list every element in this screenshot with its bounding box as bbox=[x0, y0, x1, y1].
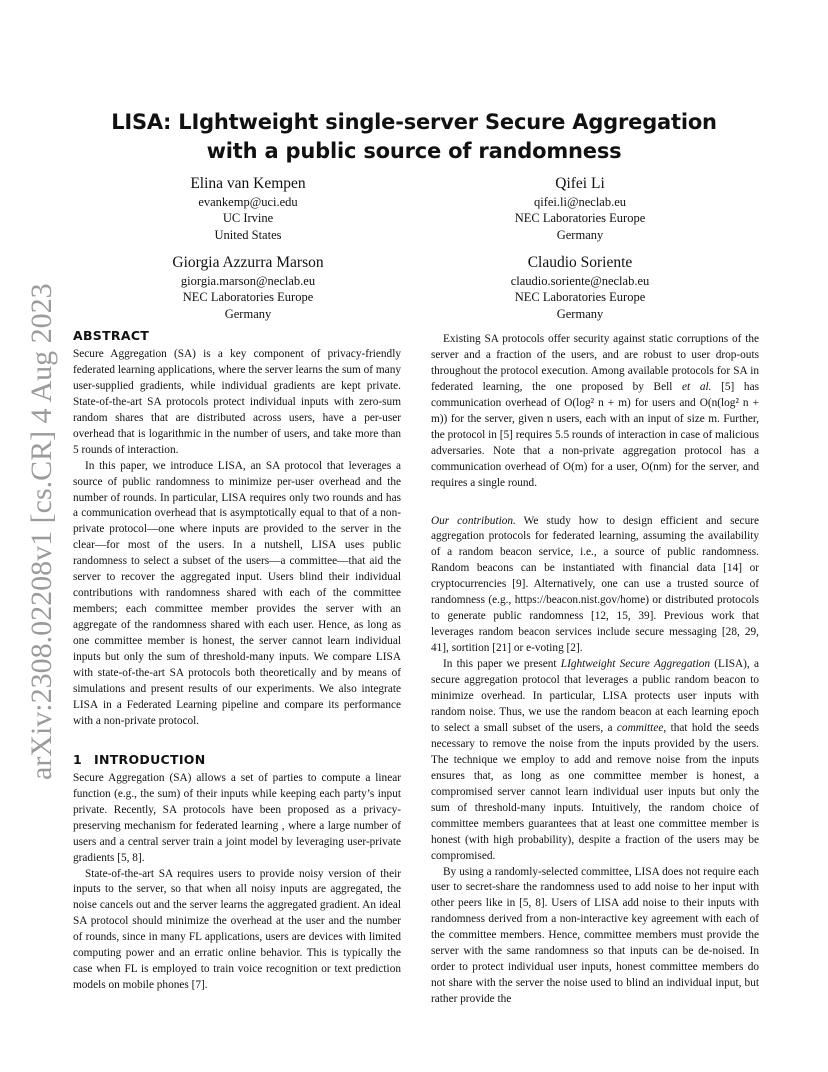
lisa-name: LISA bbox=[311, 539, 337, 552]
abstract-paragraph-2 bbox=[73, 459, 401, 730]
left-column bbox=[73, 328, 401, 994]
intro-paragraph-1: Secure Aggregation (SA) allows a set of parties to compute a linear function (e.g., the sum) of their inputs while keeping each party’s input private. Recently, SA protocols have been proposed as a privacy-preserving mechanism for federated learning , where a large number of users and a central server train a joint model by leveraging user-private gradients [5, 8]. bbox=[73, 771, 401, 864]
text-run: [5] has communication overhead of O(log² n + m) for users and O(n(log² n + m)) for the server, given n users, each with an input of size m. Further, the protocol in [5] requires 5.5 rounds of interaction in case of malicious adversaries. Note that a non-private aggregation protocol has a communication overhead of O(m) for a user, O(nm) for the server, and requires a single round. bbox=[431, 380, 759, 489]
author-affiliation: UC Irvine bbox=[222, 211, 274, 226]
author-affiliation: NEC Laboratories Europe bbox=[514, 290, 646, 305]
arxiv-identifier: arXiv:2308.02208v1 [cs.CR] 4 Aug 2023 bbox=[25, 283, 58, 780]
author-name: Qifei Li bbox=[555, 175, 605, 192]
lisa-name: LISA bbox=[221, 491, 247, 504]
text-run: requires only two rounds and has a communication overhead that is asymptotically equal to that of a non-private protocol—one where inputs are provided to the server in the clear—for most of the users. In a nutshell, bbox=[73, 491, 401, 552]
text-run: We study how to design efficient and secure aggregation protocols for federated learning, assuming the availability of a random beacon service, i.e., a source of public randomness. Random beacons can be instantiated with financial data [14] or cryptocurrencies [9]. Alternatively, one can use a trusted source of randomness (e.g., https://beacon.nist.gov/home) or distributed protocols to generate public randomness [12, 15, 39]. Previous work that leverages random beacon services include secure messaging [28, 29, 41], sortition [21] or e-voting [2]. bbox=[431, 514, 759, 655]
text-run: In this paper, we introduce bbox=[85, 459, 218, 472]
right-paragraph-4: By using a randomly-selected committee, LISA does not require each user to secret-share the randomness used to add noise to her input with other peers like in [5, 8]. Users of LISA add noise to their inputs with randomness derived from a non-interactive key agreement with each of the committee members. Hence, committee members must provide the server with the same randomness so that inputs can be de-noised. In order to protect individual user inputs, honest committee members do not share with the server the noise used to blind an individual input, but rather provide the bbox=[431, 865, 759, 1006]
paper-title bbox=[0, 108, 828, 166]
intro-paragraph-2: State-of-the-art SA requires users to provide noisy version of their inputs to the server, so that when all noisy inputs are aggregated, the noise cancels out and the server learns the aggregated gradient. An ideal SA protocol should minimize the overhead at the user and the number of rounds, since in many FL applications, users are devices with limited computing power and an erratic online behavior. This is typically the case when FL is employed to train voice recognition or text prediction models on mobile phones [7]. bbox=[73, 867, 401, 992]
author-email: evankemp@uci.edu bbox=[198, 195, 298, 209]
contribution-paragraph bbox=[431, 514, 759, 658]
text-run: et al. bbox=[682, 380, 712, 393]
text-run: uses public randomness to select a subset of the users—a committee—that aid the server to recover the aggregated input. Users blind their individual contributions with randomness shared with each of the committee members; each committee member provides the server with an aggregate of the randomness shared with each user. Hence, as long as one committee member is honest, the server cannot learn individual inputs but only the sum of threshold-many inputs. We compare bbox=[73, 539, 402, 664]
text-run: LIghtweight Secure Aggregation bbox=[560, 658, 711, 671]
lisa-name: LISA bbox=[73, 698, 99, 711]
text-run: in a Federated Learning pipeline and compare its performance with a non-private protocol. bbox=[73, 698, 401, 727]
title-line-1 bbox=[0, 108, 828, 137]
author-country: Germany bbox=[224, 306, 272, 321]
author-block bbox=[118, 253, 378, 322]
abstract-paragraph-1: Secure Aggregation (SA) is a key component of privacy-friendly federated learning applications, where the server learns the sum of many user-supplied gradients, while individual gradients are kept private. State-of-the-art SA protocols protect individual inputs with zero-sum random shares that are distributed across users, have a per-user overhead that is logarithmic in the number of users, and take more than 5 rounds of interaction. bbox=[73, 347, 401, 456]
author-block bbox=[118, 174, 378, 243]
text-run: committee bbox=[616, 721, 664, 734]
author-name: Claudio Soriente bbox=[527, 254, 633, 271]
author-name: Giorgia Azzurra Marson bbox=[172, 254, 324, 271]
right-column bbox=[431, 332, 759, 1008]
text-run: In this paper we present bbox=[443, 658, 561, 671]
author-country: Germany bbox=[556, 227, 604, 242]
author-email: claudio.soriente@neclab.eu bbox=[510, 274, 650, 288]
text-run: with state-of-the-art SA protocols both theoretically and by means of simulations and present results of our experiments. We also integrate bbox=[73, 667, 401, 695]
paragraph-label: Our contribution. bbox=[431, 514, 516, 527]
right-paragraph-3 bbox=[431, 657, 759, 864]
lisa-name: LISA bbox=[217, 459, 243, 472]
text-run: Existing SA protocols offer security against static corruptions of the server and a fraction of the users, and are robust to user drop-outs throughout the protocol execution. Among available protocols for SA in federated learning, the one proposed by Bell bbox=[431, 333, 759, 393]
author-country: United States bbox=[214, 227, 282, 242]
abstract-heading: ABSTRACT bbox=[73, 328, 150, 343]
author-email: qifei.li@neclab.eu bbox=[533, 195, 627, 209]
author-affiliation: NEC Laboratories Europe bbox=[182, 290, 314, 305]
author-affiliation: NEC Laboratories Europe bbox=[514, 211, 646, 226]
introduction-heading bbox=[73, 752, 401, 768]
section-number: 1 bbox=[73, 751, 82, 767]
author-name: Elina van Kempen bbox=[190, 175, 306, 192]
text-run: , an SA protocol that leverages a source of public randomness to minimize per-user overhead and the number of rounds. In particular, bbox=[73, 459, 401, 504]
section-title: INTRODUCTION bbox=[94, 751, 206, 767]
title-lisa: LISA bbox=[111, 110, 163, 134]
author-block bbox=[450, 174, 710, 243]
title-line-1-rest: : LIghtweight single-server Secure Aggregation bbox=[162, 110, 717, 134]
text-run: , that hold the seeds necessary to remove the noise from the inputs provided by the users. The technique we employ to add and remove noise from the inputs ensures that, as long as one committee member is honest, a compromised server cannot learn individual user inputs but only the sum of threshold-many inputs. Intuitively, the random choice of committee members guarantees that at least one committee member is honest (with high probability), despite a fraction of the users may be compromised. bbox=[431, 721, 759, 862]
title-line-2: with a public source of randomness bbox=[206, 139, 622, 163]
author-country: Germany bbox=[556, 306, 604, 321]
author-block bbox=[450, 253, 710, 322]
right-paragraph-1 bbox=[431, 332, 759, 492]
author-email: giorgia.marson@neclab.eu bbox=[180, 274, 316, 288]
text-run: (LISA), a secure aggregation protocol that leverages a public random beacon to minimize overhead. In particular, LISA protects user inputs with random noise. Thus, we use the random beacon at each learning epoch to select a small subset of the users, a bbox=[431, 658, 759, 734]
lisa-name: LISA bbox=[375, 651, 401, 664]
